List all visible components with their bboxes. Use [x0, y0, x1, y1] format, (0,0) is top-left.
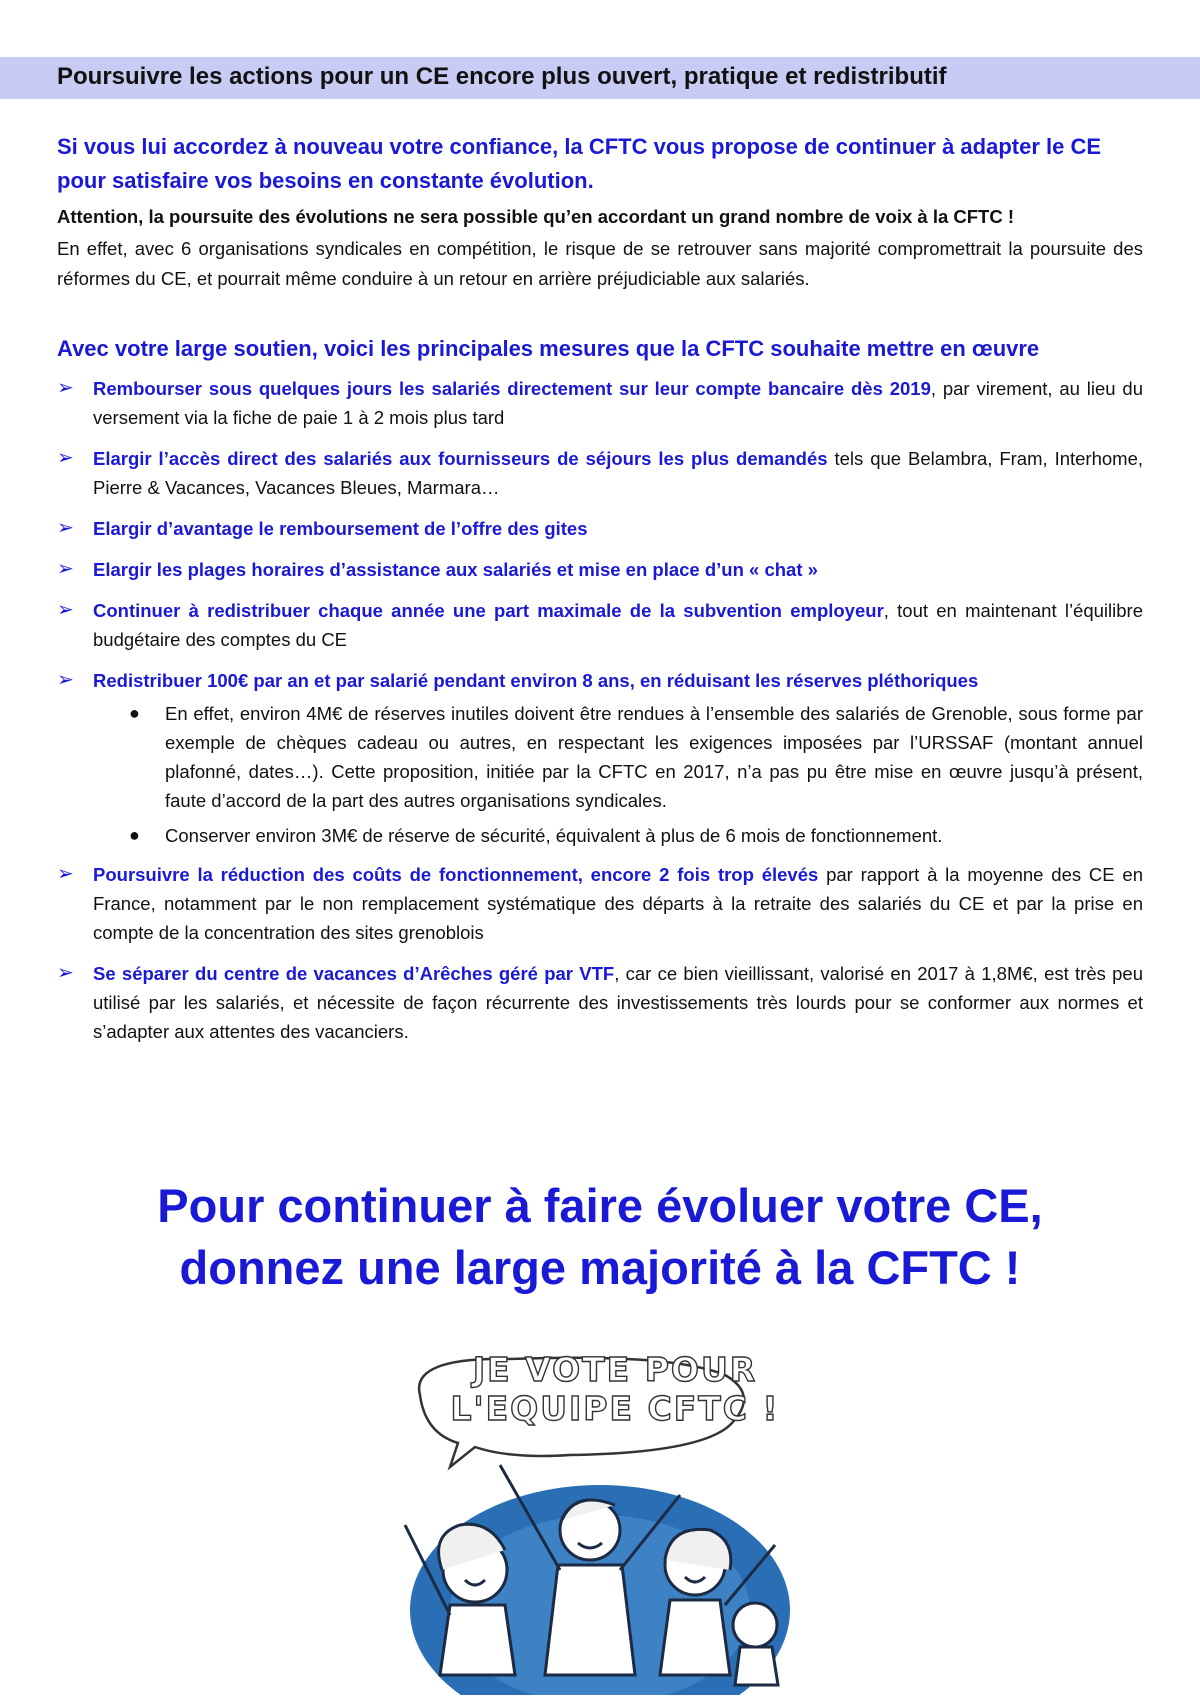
bullet-dot-icon: ● [129, 825, 140, 845]
sub-bullet-item [93, 699, 1143, 815]
measure-item [57, 555, 1143, 584]
measure-detail: par rapport à la moyenne des CE en France, notamment par le non remplacement systématique des départs à la retraite des salariés du CE et par la prise en compte de la concentration des sites grenoblois [93, 864, 1143, 943]
arrow-bullet-icon: ➢ [57, 447, 74, 469]
measure-highlight: Poursuivre la réduction des coûts de fonctionnement, encore 2 fois trop élevés [93, 864, 819, 885]
measure-item [57, 959, 1143, 1046]
sub-bullet-text: Conserver environ 3M€ de réserve de sécurité, équivalent à plus de 6 mois de fonctionnement. [165, 825, 943, 846]
page-title: Poursuivre les actions pour un CE encore plus ouvert, pratique et redistributif [57, 63, 947, 90]
measure-detail: , tout en maintenant l’équilibre budgétaire des comptes du CE [93, 600, 1143, 650]
measure-highlight: Elargir d’avantage le remboursement de l’offre des gites [93, 518, 588, 539]
measure-highlight: Redistribuer 100€ par an et par salarié pendant environ 8 ans, en réduisant les réserves pléthoriques [93, 670, 979, 691]
intro-body: En effet, avec 6 organisations syndicales en compétition, le risque de se retrouver sans majorité compromettrait la poursuite des réformes du CE, et pourrait même conduire à un retour en arrière préjudiciable aux salariés. [57, 238, 1143, 289]
arrow-bullet-icon: ➢ [57, 962, 74, 984]
closing-line-2: donnez une large majorité à la CFTC ! [179, 1241, 1021, 1294]
main-content [57, 130, 1143, 1058]
intro-headline: Si vous lui accordez à nouveau votre confiance, la CFTC vous propose de continuer à adapter le CE pour satisfaire vos besoins en constante évolution. [57, 134, 1102, 193]
bubble-line-2: L'EQUIPE CFTC ! [450, 1389, 780, 1428]
arrow-bullet-icon: ➢ [57, 669, 74, 691]
arrow-bullet-icon: ➢ [57, 377, 74, 399]
arrow-bullet-icon: ➢ [57, 558, 74, 580]
arrow-bullet-icon: ➢ [57, 599, 74, 621]
arrow-bullet-icon: ➢ [57, 517, 74, 539]
sub-bullet-text: En effet, environ 4M€ de réserves inutiles doivent être rendues à l’ensemble des salariés de Grenoble, sous forme par exemple de chèques cadeau ou autres, en respectant les exigences imposées par l’URSSAF (montant annuel plafonné, dates…). Cette proposition, initiée par la CFTC en 2017, n’a pas pu être mise en œuvre jusqu’à présent, faute d’accord de la part des autres organisations syndicales. [165, 703, 1143, 811]
measure-highlight: Elargir les plages horaires d’assistance aux salariés et mise en place d’un « chat » [93, 559, 818, 580]
measure-item [57, 666, 1143, 695]
bubble-line-1: JE VOTE POUR [472, 1350, 758, 1389]
measure-detail: tels que Belambra, Fram, Interhome, Pierre & Vacances, Vacances Bleues, Marmara… [93, 448, 1144, 498]
closing-slogan [0, 1175, 1200, 1299]
measure-highlight: Continuer à redistribuer chaque année une part maximale de la subvention employeur [93, 600, 884, 621]
measure-item [57, 374, 1143, 432]
intro-warning: Attention, la poursuite des évolutions ne sera possible qu’en accordant un grand nombre de voix à la CFTC ! [57, 206, 1015, 227]
measure-item [57, 514, 1143, 543]
sub-bullet-item [93, 821, 1143, 850]
measures-title: Avec votre large soutien, voici les principales mesures que la CFTC souhaite mettre en œuvre [57, 336, 1040, 361]
measure-item [57, 444, 1143, 502]
bullet-dot-icon: ● [129, 703, 140, 723]
measure-item [57, 596, 1143, 654]
closing-line-1: Pour continuer à faire évoluer votre CE, [157, 1179, 1043, 1232]
measure-highlight: Se séparer du centre de vacances d’Arêches géré par VTF [93, 963, 615, 984]
arrow-bullet-icon: ➢ [57, 863, 74, 885]
measure-highlight: Rembourser sous quelques jours les salariés directement sur leur compte bancaire dès 2019 [93, 378, 931, 399]
measure-item [57, 860, 1143, 947]
measure-detail: , car ce bien vieillissant, valorisé en 2017 à 1,8M€, est très peu utilisé par les salariés, et nécessite de façon récurrente des investissements très lourds pour se conformer aux normes et s’adapter aux attentes des vacanciers. [93, 963, 1143, 1042]
speech-bubble-text [435, 1350, 795, 1428]
measure-highlight: Elargir l’accès direct des salariés aux fournisseurs de séjours les plus demandés [93, 448, 828, 469]
measure-detail: , par virement, au lieu du versement via la fiche de paie 1 à 2 mois plus tard [93, 378, 1144, 428]
